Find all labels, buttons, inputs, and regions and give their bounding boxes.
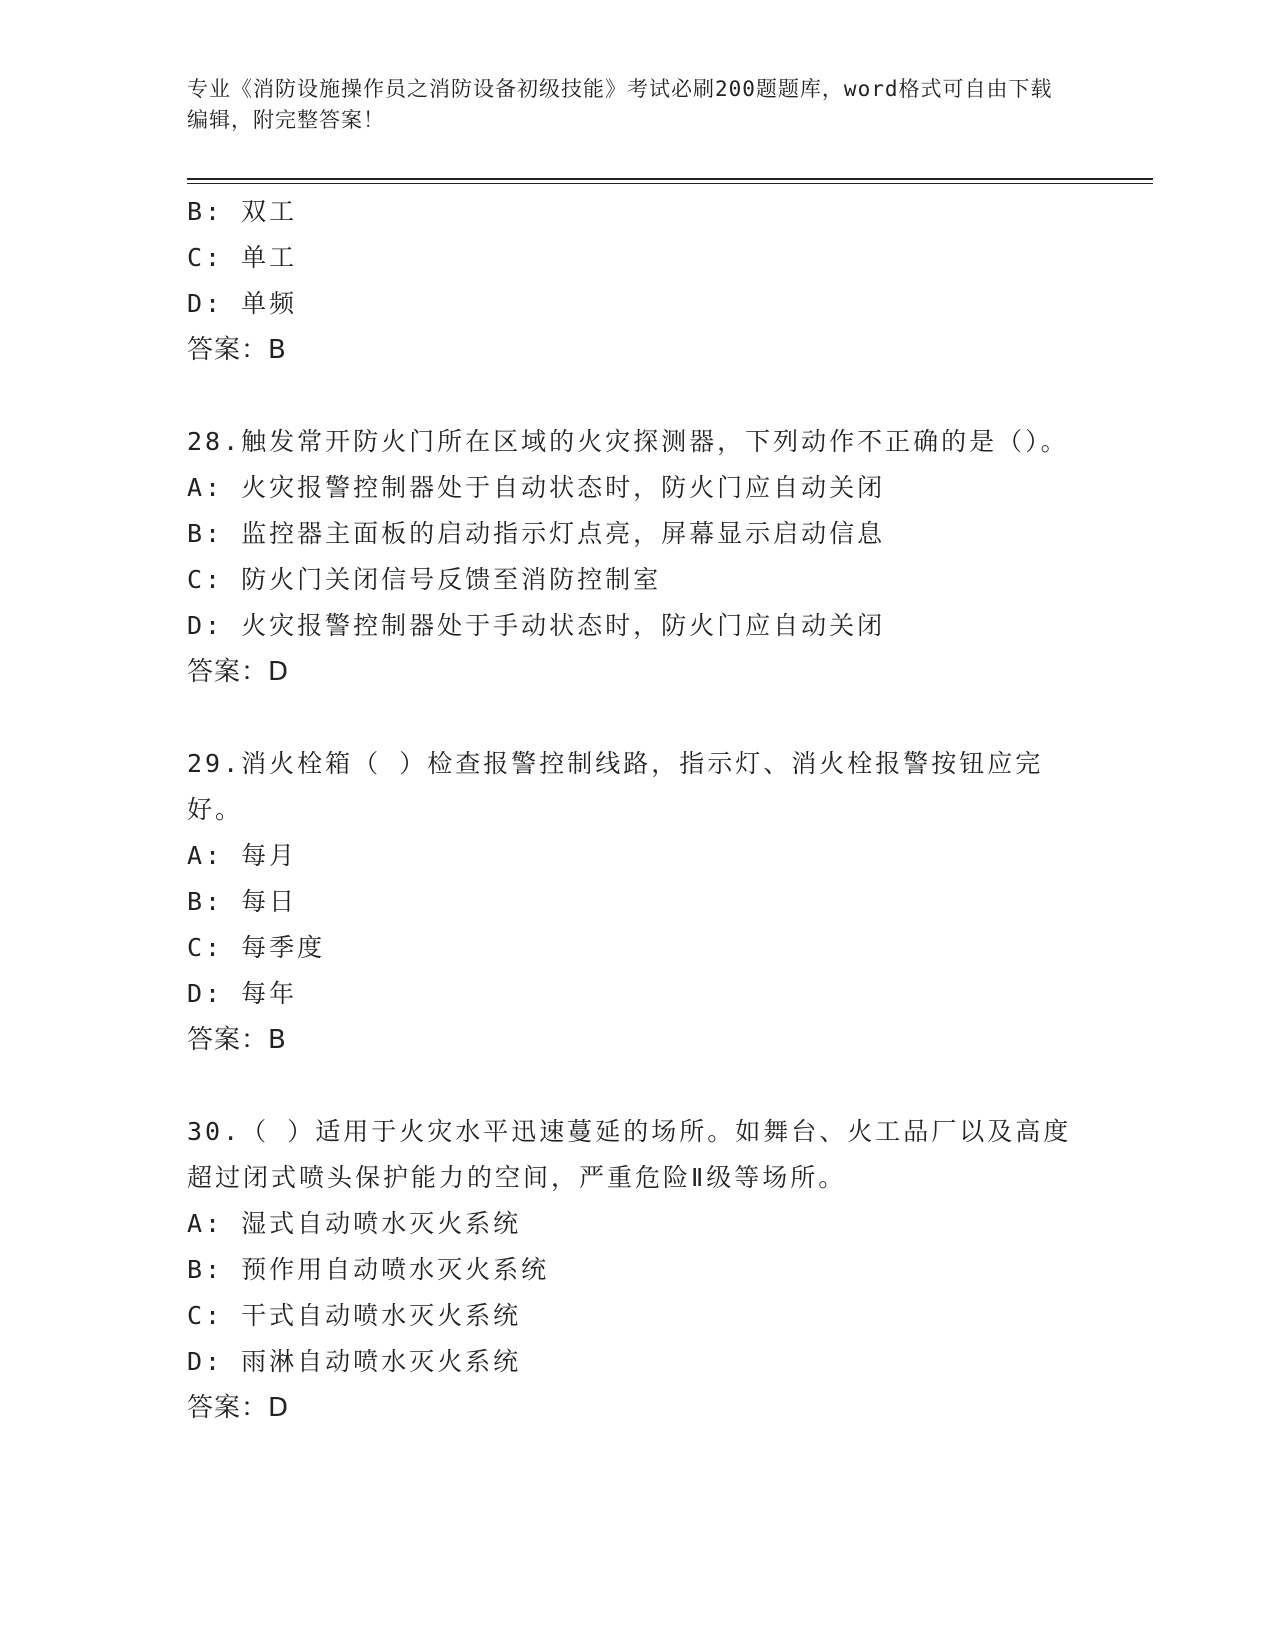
spacer [187, 1063, 1077, 1109]
question-text: 29.消火栓箱（ ）检查报警控制线路，指示灯、消火栓报警按钮应完好。 [187, 749, 1044, 824]
answer-line: 答案：D [187, 657, 290, 687]
header-rule-thin [187, 183, 1153, 184]
question-30 [187, 1109, 1077, 1431]
option-b: B: 监控器主面板的启动指示灯点亮，屏幕显示启动信息 [187, 519, 886, 548]
spacer [187, 695, 1077, 741]
spacer [187, 373, 1077, 419]
question-28 [187, 419, 1077, 695]
option-b: B: 双工 [187, 197, 298, 226]
option-a: A: 湿式自动喷水灭火系统 [187, 1209, 522, 1238]
question-29 [187, 741, 1077, 1063]
question-text: 28.触发常开防火门所在区域的火灾探测器，下列动作不正确的是（）。 [187, 427, 1069, 456]
page-header: 专业《消防设施操作员之消防设备初级技能》考试必刷200题题库，word格式可自由下载编辑，附完整答案！ [187, 77, 1053, 132]
option-c: C: 防火门关闭信号反馈至消防控制室 [187, 565, 662, 594]
option-d: D: 单频 [187, 289, 298, 318]
option-d: D: 火灾报警控制器处于手动状态时，防火门应自动关闭 [187, 611, 886, 640]
header-rule-thick [187, 178, 1153, 180]
question-text: 30.（ ）适用于火灾水平迅速蔓延的场所。如舞台、火工品厂以及高度超过闭式喷头保护能力的空间，严重危险Ⅱ级等场所。 [187, 1117, 1072, 1192]
option-b: B: 每日 [187, 887, 298, 916]
option-c: C: 单工 [187, 243, 298, 272]
option-b: B: 预作用自动喷水灭火系统 [187, 1255, 550, 1284]
option-d: D: 每年 [187, 979, 298, 1008]
option-c: C: 每季度 [187, 933, 326, 962]
continued-question [187, 189, 1077, 373]
answer-line: 答案：B [187, 335, 287, 365]
option-c: C: 干式自动喷水灭火系统 [187, 1301, 522, 1330]
option-a: A: 每月 [187, 841, 298, 870]
option-d: D: 雨淋自动喷水灭火系统 [187, 1347, 522, 1376]
question-content [187, 189, 1077, 1431]
answer-line: 答案：B [187, 1025, 287, 1055]
answer-line: 答案：D [187, 1393, 290, 1423]
option-a: A: 火灾报警控制器处于自动状态时，防火门应自动关闭 [187, 473, 886, 502]
